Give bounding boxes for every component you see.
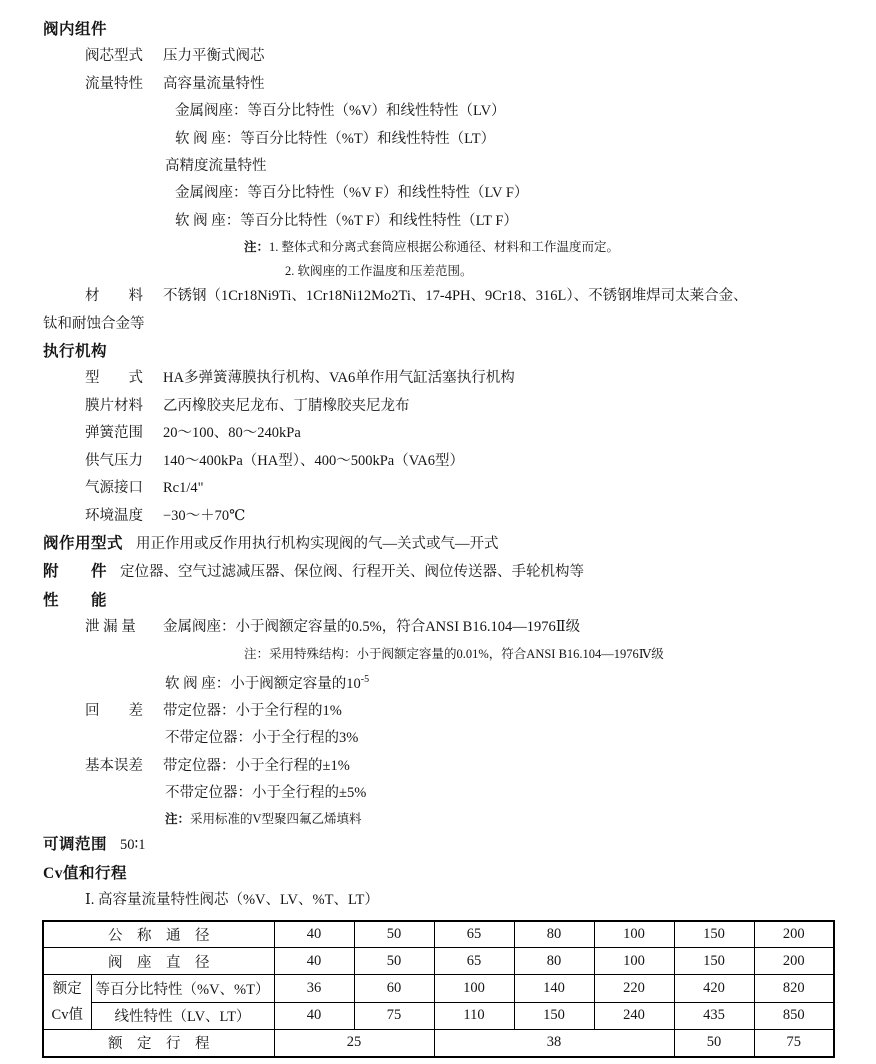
basic-error-label: 基本误差	[85, 757, 143, 774]
actuator-type-value: HA多弹簧薄膜执行机构、VA6单作用气缸活塞执行机构	[163, 370, 515, 387]
row-hysteresis-without: 不带定位器：小于全行程的3%	[165, 730, 359, 747]
row-hc-metal-seat: 金属阀座：等百分比特性（%V）和线性特性（LV）	[175, 103, 506, 120]
spring-range-label: 弹簧范围	[85, 425, 143, 442]
linear-cell: 40	[274, 1002, 354, 1029]
row-actuator-type	[43, 365, 836, 392]
linear-cell: 110	[434, 1002, 514, 1029]
leakage-soft-text: 软 阀 座：小于阀额定容量的10	[165, 675, 361, 692]
trim-note-1-text: 1. 整体式和分离式套筒应根据公称通径、材料和工作温度而定。	[269, 240, 620, 255]
spring-range-value: 20～100、80～240kPa	[163, 425, 301, 442]
flow-char-value: 高容量流量特性	[163, 75, 265, 92]
seat-diameter-cell: 40	[274, 948, 354, 975]
leakage-note	[43, 642, 836, 666]
diaphragm-value: 乙丙橡胶夹尼龙布、丁腈橡胶夹尼龙布	[163, 397, 410, 414]
hysteresis-with-value: 带定位器：小于全行程的1%	[163, 702, 342, 719]
supply-pressure-value: 140～400kPa（HA型）、400～500kPa（VA6型）	[163, 452, 465, 469]
row-basic-error-without: 不带定位器：小于全行程的±5%	[165, 784, 367, 801]
performance-note-text: 采用标准的V型聚四氟乙烯填料	[190, 812, 362, 827]
leakage-label: 泄 漏 量	[85, 619, 136, 636]
equal-percentage-cell: 420	[674, 975, 754, 1002]
seat-diameter-cell: 100	[594, 948, 674, 975]
section-title-valve-trim: 阀内组件	[43, 21, 108, 38]
table-row-equal-percentage	[43, 975, 834, 1002]
linear-header: 线性特性（LV、LT）	[91, 1002, 274, 1029]
row-accessories	[43, 558, 836, 586]
seat-diameter-cell: 200	[754, 948, 834, 975]
leakage-note-label: 注：	[244, 646, 270, 661]
seat-diameter-cell: 65	[434, 948, 514, 975]
material-label: 材 料	[85, 288, 143, 305]
row-diaphragm-material	[43, 393, 836, 420]
section-title-cv: Cv值和行程	[43, 864, 127, 882]
seat-diameter-cell: 150	[674, 948, 754, 975]
table-row-rated-travel	[43, 1029, 834, 1056]
rangeability-value: 50∶1	[120, 837, 146, 854]
rated-travel-cell: 75	[754, 1029, 834, 1056]
nominal-diameter-cell: 200	[754, 921, 834, 948]
material-value: 不锈钢（1Cr18Ni9Ti、1Cr18Ni12Mo2Ti、17-4PH、9Cr18、316L）、不锈钢堆焊司太莱合金、	[163, 288, 748, 305]
row-hc-soft-seat: 软 阀 座：等百分比特性（%T）和线性特性（LT）	[175, 130, 496, 147]
hysteresis-label: 回 差	[85, 702, 143, 719]
rated-travel-cell: 25	[274, 1029, 434, 1056]
leakage-soft-exponent: -5	[360, 673, 370, 685]
rated-travel-cell: 38	[434, 1029, 674, 1056]
trim-note-2: 2. 软阀座的工作温度和压差范围。	[285, 264, 473, 279]
nominal-diameter-cell: 40	[274, 921, 354, 948]
trim-note-label: 注：	[244, 240, 270, 255]
equal-percentage-cell: 820	[754, 975, 834, 1002]
table-row-nominal-diameter	[43, 921, 834, 948]
equal-percentage-cell: 36	[274, 975, 354, 1002]
section-title-actuator: 执行机构	[43, 343, 108, 361]
row-leakage-soft	[43, 666, 836, 698]
row-rangeability	[43, 831, 836, 859]
seat-diameter-cell: 80	[514, 948, 594, 975]
equal-percentage-cell: 60	[354, 975, 434, 1002]
row-hysteresis	[43, 698, 836, 725]
section-title-performance: 性 能	[43, 591, 108, 609]
air-port-label: 气源接口	[85, 480, 143, 497]
table-row-seat-diameter	[43, 948, 834, 975]
rated-cv-header	[43, 975, 91, 1029]
nominal-diameter-cell: 50	[354, 921, 434, 948]
seat-diameter-cell: 50	[354, 948, 434, 975]
linear-cell: 75	[354, 1002, 434, 1029]
linear-cell: 850	[754, 1002, 834, 1029]
row-material-continued: 钛和耐蚀合金等	[43, 315, 145, 332]
table-row-linear	[43, 1002, 834, 1029]
row-hp-metal-seat: 金属阀座：等百分比特性（%V F）和线性特性（LV F）	[175, 185, 529, 202]
nominal-diameter-header: 公 称 通 径	[43, 921, 274, 948]
seat-diameter-header: 阀 座 直 径	[43, 948, 274, 975]
row-material	[43, 283, 836, 310]
row-basic-error	[43, 753, 836, 780]
row-leakage	[43, 614, 836, 641]
leakage-note-text: 采用特殊结构：小于阀额定容量的0.01%，符合ANSI B16.104—1976Ⅳ级	[269, 646, 664, 661]
nominal-diameter-cell: 100	[594, 921, 674, 948]
rated-cv-header-line2: Cv值	[51, 1007, 83, 1024]
plug-type-label: 阀芯型式	[85, 48, 143, 65]
nominal-diameter-cell: 150	[674, 921, 754, 948]
basic-error-with-value: 带定位器：小于全行程的±1%	[163, 757, 350, 774]
ambient-temp-label: 环境温度	[85, 507, 143, 524]
cv-travel-table	[42, 920, 835, 1058]
row-plug-type	[43, 43, 836, 70]
flow-char-label: 流量特性	[85, 75, 143, 92]
leakage-metal-value: 金属阀座：小于阀额定容量的0.5%，符合ANSI B16.104—1976Ⅱ级	[163, 619, 581, 636]
nominal-diameter-cell: 65	[434, 921, 514, 948]
cv-table-subtitle: Ⅰ. 高容量流量特性阀芯（%V、LV、%T、LT）	[85, 892, 379, 909]
linear-cell: 435	[674, 1002, 754, 1029]
supply-pressure-label: 供气压力	[85, 452, 143, 469]
performance-note	[43, 807, 836, 831]
rated-travel-header: 额 定 行 程	[43, 1029, 274, 1056]
actuator-type-label: 型 式	[85, 370, 143, 387]
row-ambient-temp	[43, 503, 836, 530]
accessories-value: 定位器、空气过滤减压器、保位阀、行程开关、阀位传送器、手轮机构等	[120, 564, 585, 581]
row-supply-pressure	[43, 448, 836, 475]
ambient-temp-value: −30～＋70℃	[163, 507, 246, 524]
valve-action-label: 阀作用型式	[43, 534, 124, 552]
rated-cv-header-line1: 额定	[52, 981, 82, 998]
row-hp-soft-seat: 软 阀 座：等百分比特性（%T F）和线性特性（LT F）	[175, 212, 518, 229]
equal-percentage-header: 等百分比特性（%V、%T）	[91, 975, 274, 1002]
plug-type-value: 压力平衡式阀芯	[163, 48, 265, 65]
row-air-port	[43, 475, 836, 502]
row-flow-characteristic	[43, 71, 836, 98]
trim-note-1	[43, 235, 836, 259]
equal-percentage-cell: 100	[434, 975, 514, 1002]
row-hp-title: 高精度流量特性	[165, 158, 267, 175]
diaphragm-label: 膜片材料	[85, 397, 143, 414]
linear-cell: 240	[594, 1002, 674, 1029]
performance-note-label: 注：	[165, 812, 191, 827]
accessories-label: 附 件	[43, 563, 108, 581]
valve-action-value: 用正作用或反作用执行机构实现阀的气—关式或气—开式	[136, 535, 499, 552]
equal-percentage-cell: 220	[594, 975, 674, 1002]
equal-percentage-cell: 140	[514, 975, 594, 1002]
linear-cell: 150	[514, 1002, 594, 1029]
row-valve-action	[43, 530, 836, 558]
air-port-value: Rc1/4"	[163, 480, 204, 497]
nominal-diameter-cell: 80	[514, 921, 594, 948]
row-spring-range	[43, 420, 836, 447]
rated-travel-cell: 50	[674, 1029, 754, 1056]
rangeability-label: 可调范围	[43, 836, 108, 854]
